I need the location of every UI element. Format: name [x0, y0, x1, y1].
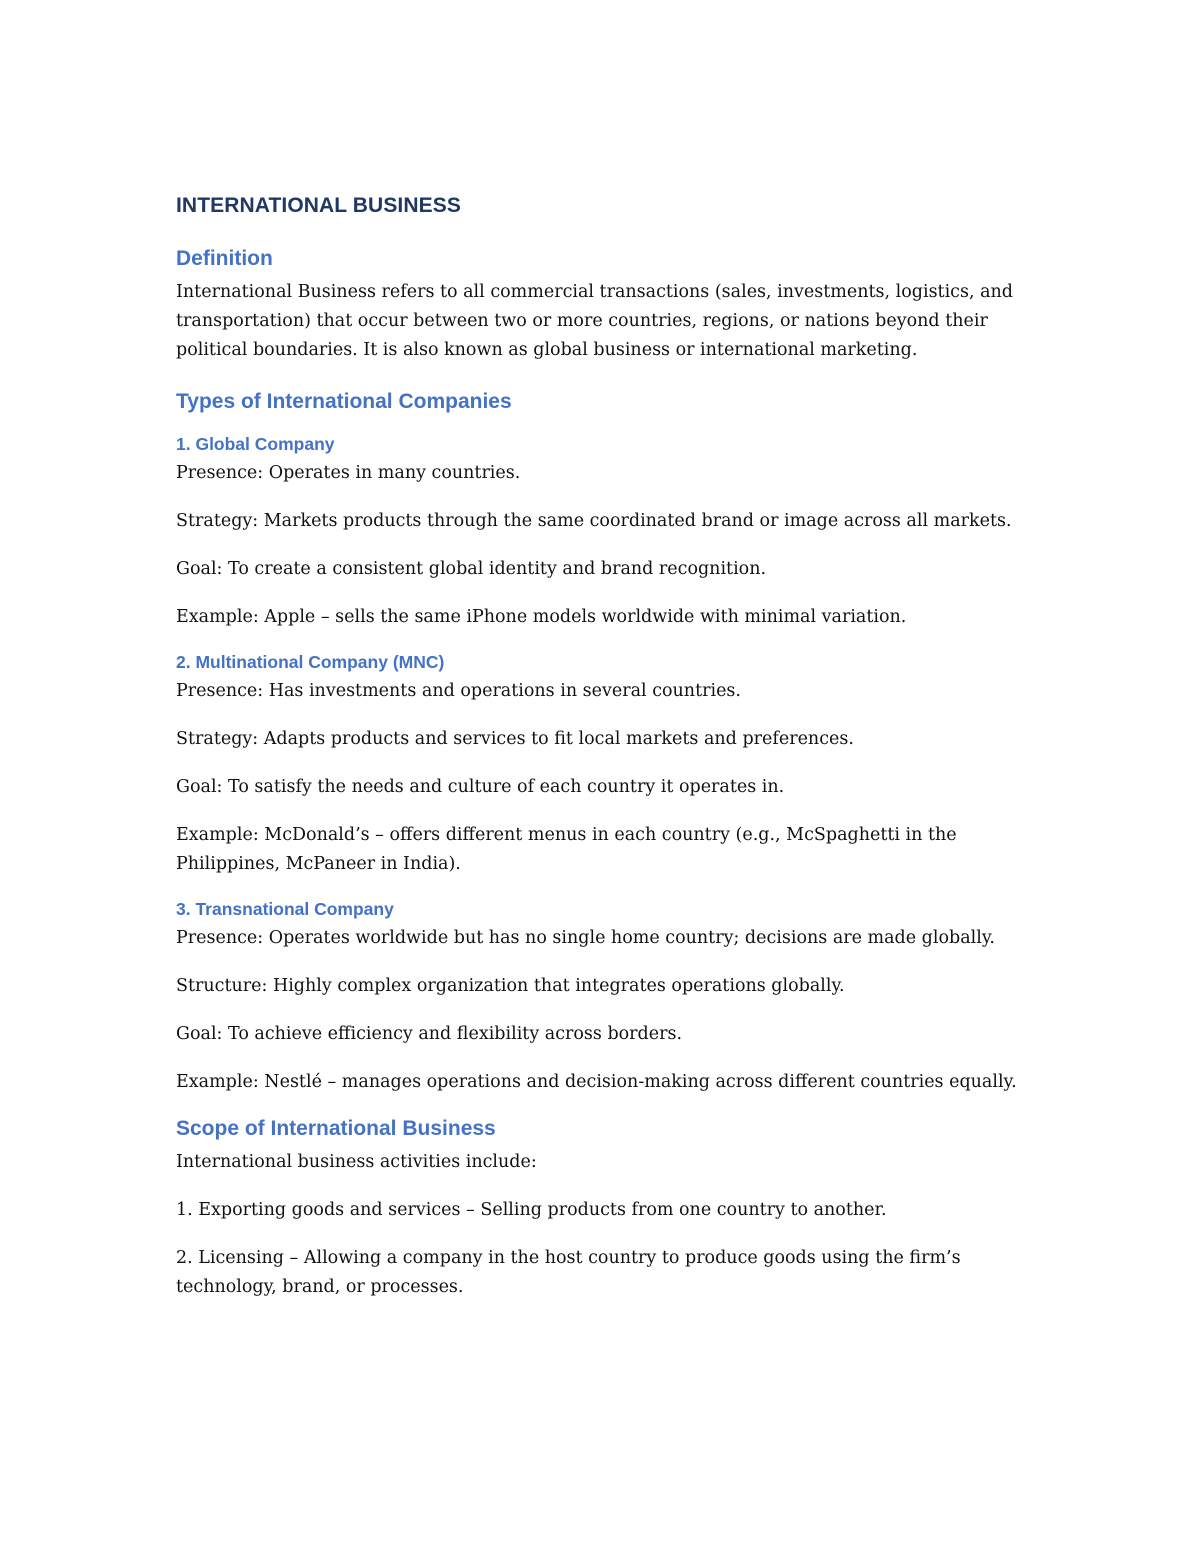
company-heading: 3. Transnational Company [176, 899, 394, 919]
company-heading: 1. Global Company [176, 434, 335, 454]
document-title: INTERNATIONAL BUSINESS [176, 194, 461, 217]
paragraph: Presence: Operates in many countries. [176, 463, 521, 483]
paragraph: Example: Nestlé – manages operations and decision-making across different countries equally. [176, 1072, 1017, 1092]
paragraph: Presence: Operates worldwide but has no single home country; decisions are made globally. [176, 928, 995, 948]
paragraph: Goal: To create a consistent global identity and brand recognition. [176, 559, 767, 579]
types-heading: Types of International Companies [176, 390, 512, 413]
scope-list-item: 2. Licensing – Allowing a company in the host country to produce goods using the firm’s technology, brand, or processes. [176, 1248, 961, 1297]
company-section-global [176, 431, 1036, 632]
paragraph: Goal: To achieve efficiency and flexibility across borders. [176, 1024, 683, 1044]
paragraph: Structure: Highly complex organization that integrates operations globally. [176, 976, 845, 996]
scope-intro: International business activities include: [176, 1152, 537, 1172]
paragraph: Strategy: Markets products through the same coordinated brand or image across all markets. [176, 511, 1012, 531]
paragraph: Goal: To satisfy the needs and culture of each country it operates in. [176, 777, 785, 797]
paragraph: Example: Apple – sells the same iPhone models worldwide with minimal variation. [176, 607, 907, 627]
company-section-multinational [176, 649, 1036, 879]
definition-heading: Definition [176, 247, 273, 270]
company-heading: 2. Multinational Company (MNC) [176, 652, 445, 672]
company-section-transnational [176, 896, 1036, 1097]
scope-heading: Scope of International Business [176, 1117, 496, 1140]
scope-list-item: 1. Exporting goods and services – Selling products from one country to another. [176, 1200, 887, 1220]
paragraph: Example: McDonald’s – offers different menus in each country (e.g., McSpaghetti in the Philippines, McPaneer in India). [176, 825, 957, 874]
document-body [176, 190, 1036, 1321]
paragraph: Strategy: Adapts products and services to fit local markets and preferences. [176, 729, 854, 749]
definition-paragraph: International Business refers to all commercial transactions (sales, investments, logistics, and transportation) that occur between two or more countries, regions, or nations beyond their political boundaries. It is also known as global business or international marketing. [176, 282, 1013, 360]
paragraph: Presence: Has investments and operations in several countries. [176, 681, 741, 701]
